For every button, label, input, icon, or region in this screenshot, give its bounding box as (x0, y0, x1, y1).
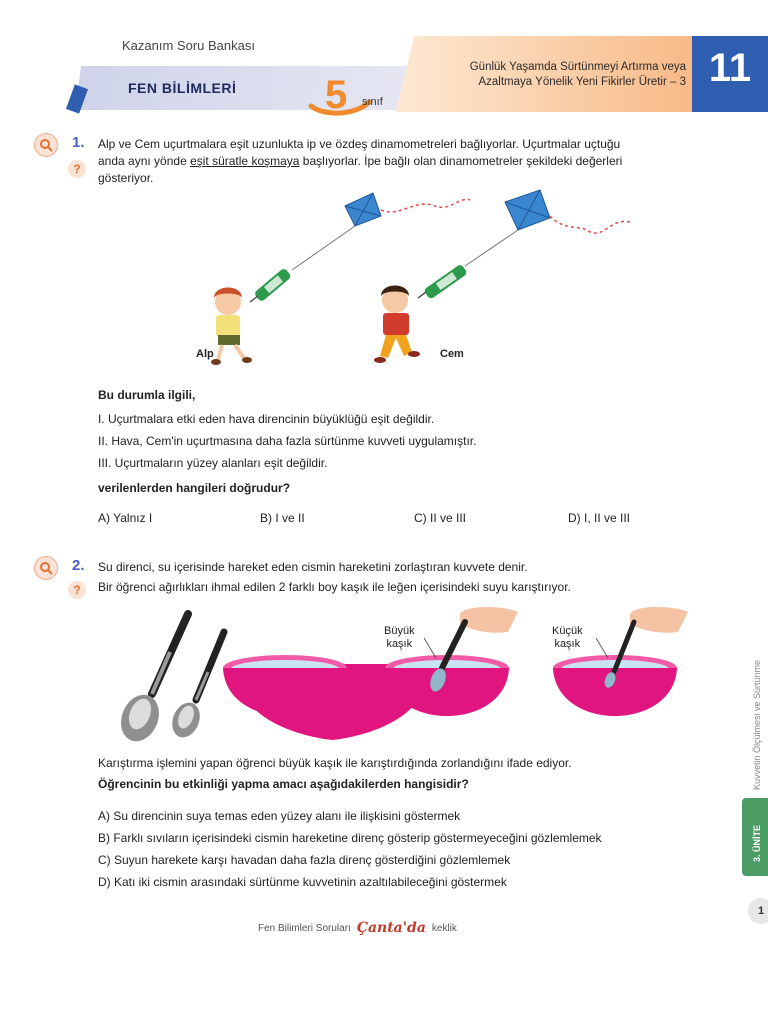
grade-label: sınıf (362, 96, 383, 108)
q1-line2-underlined: eşit süratle koşmaya (190, 154, 300, 168)
question-2-line-2: Bir öğrenci ağırlıkları ihmal edilen 2 farklı boy kaşık ile leğen içerisindeki suyu karıştırıyor. (98, 580, 571, 594)
question-2-info: Karıştırma işlemini yapan öğrenci büyük kaşık ile karıştırdığında zorlandığını ifade ediyor. (98, 756, 572, 770)
brand-logo: Çanta'da (356, 920, 426, 936)
question-1-statement-1: I. Uçurtmalara etki eden hava direncinin büyüklüğü eşit değildir. (98, 412, 435, 426)
unit-number: 11 (708, 46, 752, 90)
book-title: Kazanım Soru Bankası (122, 38, 255, 53)
question-2-number: 2. (72, 557, 85, 574)
kites-illustration (180, 188, 680, 378)
cem-child (374, 286, 420, 364)
big-spoon-label-line-2: kaşık (386, 638, 413, 650)
footer-text-post: keklik (431, 922, 457, 934)
topic-line-2: Azaltmaya Yönelik Yeni Fikirler Üretir – 3 (478, 76, 686, 88)
footer-text-pre: Fen Bilimleri Soruları (258, 922, 351, 934)
search-icon (34, 133, 58, 157)
small-spoon-label-line-2: kaşık (554, 638, 581, 650)
big-spoon-label-line-1: Büyük (384, 625, 415, 637)
spoons-pair (114, 614, 224, 747)
q1-line2-post: başlıyorlar. İpe bağlı olan dinamometreler şekildeki değerleri (299, 154, 623, 168)
question-mark-icon: ? (68, 581, 86, 599)
search-icon (34, 556, 58, 580)
cem-label: Cem (440, 348, 464, 360)
cem-kite (418, 190, 630, 300)
question-1-line-2 (98, 153, 738, 170)
unit-tab-label: 3. ÜNİTE (752, 824, 762, 862)
topic-line-1: Günlük Yaşamda Sürtünmeyi Artırma veya (469, 61, 686, 73)
grade-number: 5 (325, 73, 348, 117)
footer (258, 920, 457, 936)
q1-option-b[interactable]: B) I ve II (260, 511, 305, 525)
question-1-stem-intro: Bu durumla ilgili, (98, 388, 196, 402)
q1-option-d[interactable]: D) I, II ve III (568, 511, 631, 525)
page-number: 1 (758, 905, 765, 917)
q1-option-c[interactable]: C) II ve III (414, 511, 467, 525)
small-spoon-label (552, 625, 583, 651)
q2-option-b[interactable]: B) Farklı sıvıların içerisindeki cismin hareketine direnç gösterip göstermeyeceğini gözlemlemek (98, 831, 602, 845)
question-2-line-1: Su direnci, su içerisinde hareket eden cismin hareketini zorlaştıran kuvvete denir. (98, 560, 528, 574)
question-1-text (98, 136, 738, 187)
subject-title: FEN BİLİMLERİ (128, 80, 237, 96)
question-mark-icon: ? (68, 160, 86, 178)
small-spoon-label-line-1: Küçük (552, 625, 583, 637)
question-1-line-3: gösteriyor. (98, 171, 154, 185)
alp-child (211, 288, 252, 366)
q2-option-a[interactable]: A) Su direncinin suya temas eden yüzey alanı ile ilişkisini göstermek (98, 809, 461, 823)
alp-label: Alp (196, 348, 214, 360)
topic-title (410, 60, 686, 90)
q2-option-d[interactable]: D) Katı iki cismin arasındaki sürtünme kuvvetinin azaltılabileceğini göstermek (98, 875, 507, 889)
alp-dynamometer (254, 267, 292, 302)
q2-option-c[interactable]: C) Suyun harekete karşı havadan daha fazla direnç gösterdiğini gözlemlemek (98, 853, 511, 867)
question-1-number: 1. (72, 134, 85, 151)
unit-side-title: Kuvvetin Ölçülmesi ve Sürtünme (752, 659, 762, 790)
question-2-prompt: Öğrencinin bu etkinliği yapma amacı aşağıdakilerden hangisidir? (98, 777, 469, 791)
question-1-line-1: Alp ve Cem uçurtmalara eşit uzunlukta ip ve özdeş dinamometreleri bağlıyorlar. Uçurtmalar uçtuğu (98, 137, 621, 151)
cem-dynamometer (423, 264, 468, 300)
q1-line2-pre: anda aynı yönde (98, 154, 191, 168)
q1-option-a[interactable]: A) Yalnız I (98, 511, 153, 525)
question-1-prompt: verilenlerden hangileri doğrudur? (98, 481, 291, 495)
question-1-statement-3: III. Uçurtmaların yüzey alanları eşit değildir. (98, 456, 328, 470)
big-spoon-label (384, 625, 415, 651)
question-1-statement-2: II. Hava, Cem'in uçurtmasına daha fazla sürtünme kuvveti uygulamıştır. (98, 434, 477, 448)
